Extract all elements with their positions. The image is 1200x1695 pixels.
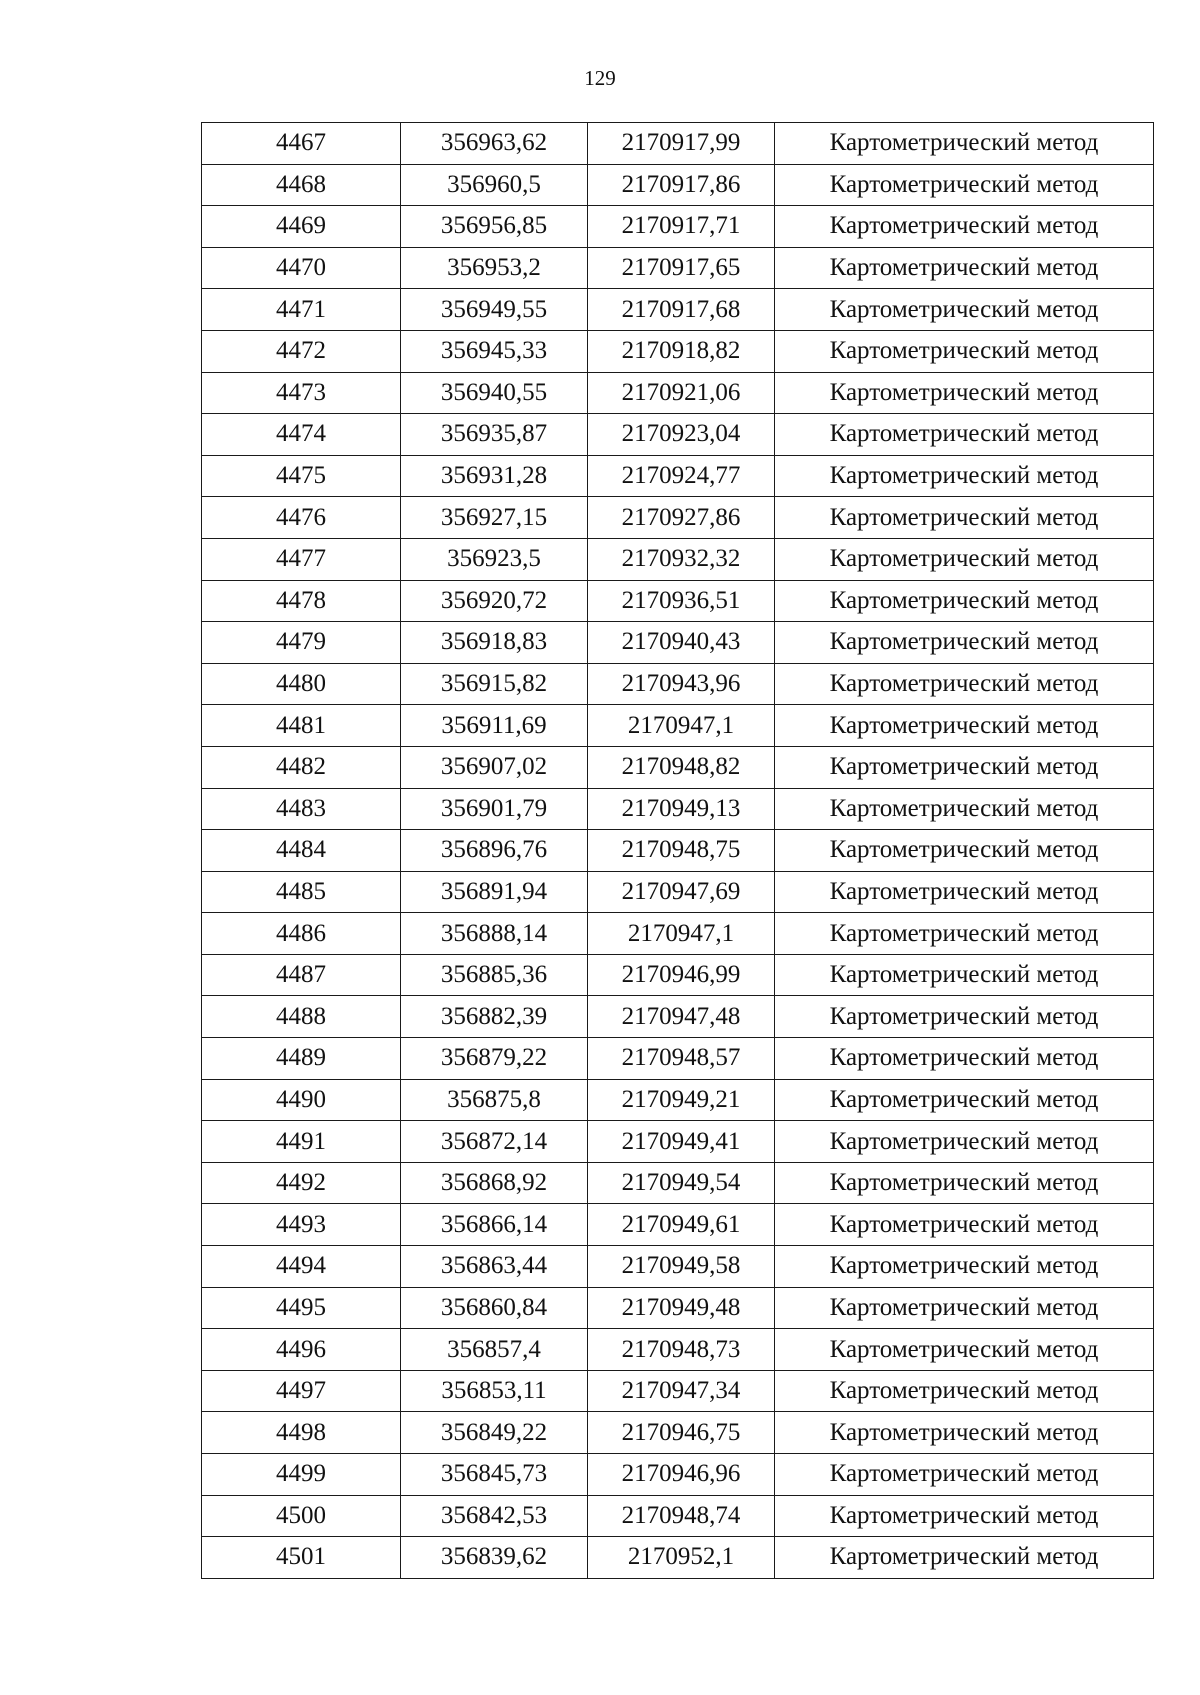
y-coordinate-cell: 2170952,1 [588, 1537, 775, 1579]
point-number-cell: 4480 [202, 663, 401, 705]
y-coordinate-cell: 2170947,1 [588, 913, 775, 955]
y-coordinate-cell: 2170947,48 [588, 996, 775, 1038]
x-coordinate-cell: 356953,2 [401, 247, 588, 289]
x-coordinate-cell: 356920,72 [401, 580, 588, 622]
table-row [202, 247, 1154, 289]
table-row [202, 663, 1154, 705]
point-number-cell: 4473 [202, 372, 401, 414]
table-row [202, 497, 1154, 539]
table-row [202, 913, 1154, 955]
method-cell: Картометрический метод [775, 1412, 1154, 1454]
table-row [202, 1287, 1154, 1329]
method-cell: Картометрический метод [775, 1370, 1154, 1412]
method-cell: Картометрический метод [775, 746, 1154, 788]
method-cell: Картометрический метод [775, 164, 1154, 206]
method-cell: Картометрический метод [775, 580, 1154, 622]
method-cell: Картометрический метод [775, 538, 1154, 580]
x-coordinate-cell: 356839,62 [401, 1537, 588, 1579]
point-number-cell: 4472 [202, 330, 401, 372]
method-cell: Картометрический метод [775, 372, 1154, 414]
x-coordinate-cell: 356849,22 [401, 1412, 588, 1454]
point-number-cell: 4499 [202, 1454, 401, 1496]
x-coordinate-cell: 356956,85 [401, 206, 588, 248]
method-cell: Картометрический метод [775, 663, 1154, 705]
point-number-cell: 4469 [202, 206, 401, 248]
x-coordinate-cell: 356960,5 [401, 164, 588, 206]
table-row [202, 289, 1154, 331]
x-coordinate-cell: 356853,11 [401, 1370, 588, 1412]
table-row [202, 705, 1154, 747]
x-coordinate-cell: 356935,87 [401, 414, 588, 456]
point-number-cell: 4479 [202, 622, 401, 664]
method-cell: Картометрический метод [775, 330, 1154, 372]
method-cell: Картометрический метод [775, 455, 1154, 497]
point-number-cell: 4481 [202, 705, 401, 747]
table-row [202, 206, 1154, 248]
y-coordinate-cell: 2170949,48 [588, 1287, 775, 1329]
y-coordinate-cell: 2170948,75 [588, 830, 775, 872]
method-cell: Картометрический метод [775, 1121, 1154, 1163]
point-number-cell: 4486 [202, 913, 401, 955]
method-cell: Картометрический метод [775, 414, 1154, 456]
y-coordinate-cell: 2170946,99 [588, 954, 775, 996]
x-coordinate-cell: 356923,5 [401, 538, 588, 580]
table-row [202, 1412, 1154, 1454]
y-coordinate-cell: 2170917,99 [588, 123, 775, 165]
method-cell: Картометрический метод [775, 1329, 1154, 1371]
x-coordinate-cell: 356845,73 [401, 1454, 588, 1496]
x-coordinate-cell: 356857,4 [401, 1329, 588, 1371]
table-row [202, 871, 1154, 913]
x-coordinate-cell: 356931,28 [401, 455, 588, 497]
page-number: 129 [584, 66, 616, 90]
point-number-cell: 4492 [202, 1162, 401, 1204]
point-number-cell: 4501 [202, 1537, 401, 1579]
x-coordinate-cell: 356866,14 [401, 1204, 588, 1246]
x-coordinate-cell: 356911,69 [401, 705, 588, 747]
y-coordinate-cell: 2170918,82 [588, 330, 775, 372]
table-row [202, 1121, 1154, 1163]
table-row [202, 1370, 1154, 1412]
x-coordinate-cell: 356875,8 [401, 1079, 588, 1121]
method-cell: Картометрический метод [775, 1079, 1154, 1121]
x-coordinate-cell: 356872,14 [401, 1121, 588, 1163]
point-number-cell: 4496 [202, 1329, 401, 1371]
x-coordinate-cell: 356927,15 [401, 497, 588, 539]
point-number-cell: 4477 [202, 538, 401, 580]
coordinates-table [201, 122, 1154, 1579]
y-coordinate-cell: 2170943,96 [588, 663, 775, 705]
x-coordinate-cell: 356896,76 [401, 830, 588, 872]
method-cell: Картометрический метод [775, 622, 1154, 664]
y-coordinate-cell: 2170949,21 [588, 1079, 775, 1121]
table-row [202, 746, 1154, 788]
method-cell: Картометрический метод [775, 1454, 1154, 1496]
table-row [202, 538, 1154, 580]
y-coordinate-cell: 2170932,32 [588, 538, 775, 580]
y-coordinate-cell: 2170949,58 [588, 1246, 775, 1288]
method-cell: Картометрический метод [775, 788, 1154, 830]
x-coordinate-cell: 356891,94 [401, 871, 588, 913]
y-coordinate-cell: 2170917,65 [588, 247, 775, 289]
y-coordinate-cell: 2170948,57 [588, 1038, 775, 1080]
method-cell: Картометрический метод [775, 206, 1154, 248]
table-row [202, 1079, 1154, 1121]
table-row [202, 580, 1154, 622]
table-row [202, 1329, 1154, 1371]
table-row [202, 1537, 1154, 1579]
table-row [202, 1038, 1154, 1080]
method-cell: Картометрический метод [775, 830, 1154, 872]
method-cell: Картометрический метод [775, 1204, 1154, 1246]
table-row [202, 1495, 1154, 1537]
table-row [202, 1204, 1154, 1246]
y-coordinate-cell: 2170946,96 [588, 1454, 775, 1496]
y-coordinate-cell: 2170921,06 [588, 372, 775, 414]
y-coordinate-cell: 2170948,74 [588, 1495, 775, 1537]
x-coordinate-cell: 356885,36 [401, 954, 588, 996]
point-number-cell: 4493 [202, 1204, 401, 1246]
x-coordinate-cell: 356863,44 [401, 1246, 588, 1288]
y-coordinate-cell: 2170948,82 [588, 746, 775, 788]
x-coordinate-cell: 356842,53 [401, 1495, 588, 1537]
y-coordinate-cell: 2170924,77 [588, 455, 775, 497]
point-number-cell: 4476 [202, 497, 401, 539]
x-coordinate-cell: 356868,92 [401, 1162, 588, 1204]
table-row [202, 996, 1154, 1038]
x-coordinate-cell: 356907,02 [401, 746, 588, 788]
point-number-cell: 4485 [202, 871, 401, 913]
point-number-cell: 4489 [202, 1038, 401, 1080]
y-coordinate-cell: 2170917,68 [588, 289, 775, 331]
method-cell: Картометрический метод [775, 1038, 1154, 1080]
y-coordinate-cell: 2170947,69 [588, 871, 775, 913]
y-coordinate-cell: 2170936,51 [588, 580, 775, 622]
y-coordinate-cell: 2170923,04 [588, 414, 775, 456]
point-number-cell: 4500 [202, 1495, 401, 1537]
method-cell: Картометрический метод [775, 1495, 1154, 1537]
y-coordinate-cell: 2170940,43 [588, 622, 775, 664]
y-coordinate-cell: 2170949,54 [588, 1162, 775, 1204]
table-row [202, 414, 1154, 456]
table-row [202, 1162, 1154, 1204]
method-cell: Картометрический метод [775, 954, 1154, 996]
point-number-cell: 4482 [202, 746, 401, 788]
x-coordinate-cell: 356879,22 [401, 1038, 588, 1080]
point-number-cell: 4468 [202, 164, 401, 206]
x-coordinate-cell: 356949,55 [401, 289, 588, 331]
table-row [202, 1454, 1154, 1496]
point-number-cell: 4494 [202, 1246, 401, 1288]
y-coordinate-cell: 2170917,71 [588, 206, 775, 248]
y-coordinate-cell: 2170917,86 [588, 164, 775, 206]
method-cell: Картометрический метод [775, 247, 1154, 289]
point-number-cell: 4487 [202, 954, 401, 996]
point-number-cell: 4484 [202, 830, 401, 872]
point-number-cell: 4491 [202, 1121, 401, 1163]
point-number-cell: 4470 [202, 247, 401, 289]
y-coordinate-cell: 2170946,75 [588, 1412, 775, 1454]
coordinates-table-body [202, 123, 1154, 1579]
y-coordinate-cell: 2170948,73 [588, 1329, 775, 1371]
point-number-cell: 4495 [202, 1287, 401, 1329]
table-row [202, 164, 1154, 206]
x-coordinate-cell: 356918,83 [401, 622, 588, 664]
table-row [202, 622, 1154, 664]
point-number-cell: 4478 [202, 580, 401, 622]
table-row [202, 954, 1154, 996]
point-number-cell: 4488 [202, 996, 401, 1038]
method-cell: Картометрический метод [775, 871, 1154, 913]
table-row [202, 455, 1154, 497]
y-coordinate-cell: 2170927,86 [588, 497, 775, 539]
method-cell: Картометрический метод [775, 1537, 1154, 1579]
y-coordinate-cell: 2170947,34 [588, 1370, 775, 1412]
table-row [202, 372, 1154, 414]
method-cell: Картометрический метод [775, 996, 1154, 1038]
x-coordinate-cell: 356940,55 [401, 372, 588, 414]
method-cell: Картометрический метод [775, 1162, 1154, 1204]
x-coordinate-cell: 356915,82 [401, 663, 588, 705]
method-cell: Картометрический метод [775, 123, 1154, 165]
table-row [202, 123, 1154, 165]
y-coordinate-cell: 2170947,1 [588, 705, 775, 747]
method-cell: Картометрический метод [775, 1287, 1154, 1329]
x-coordinate-cell: 356882,39 [401, 996, 588, 1038]
method-cell: Картометрический метод [775, 1246, 1154, 1288]
y-coordinate-cell: 2170949,41 [588, 1121, 775, 1163]
point-number-cell: 4474 [202, 414, 401, 456]
method-cell: Картометрический метод [775, 913, 1154, 955]
point-number-cell: 4467 [202, 123, 401, 165]
table-row [202, 1246, 1154, 1288]
x-coordinate-cell: 356963,62 [401, 123, 588, 165]
point-number-cell: 4475 [202, 455, 401, 497]
y-coordinate-cell: 2170949,61 [588, 1204, 775, 1246]
table-row [202, 830, 1154, 872]
x-coordinate-cell: 356945,33 [401, 330, 588, 372]
method-cell: Картометрический метод [775, 705, 1154, 747]
table-row [202, 788, 1154, 830]
method-cell: Картометрический метод [775, 289, 1154, 331]
point-number-cell: 4497 [202, 1370, 401, 1412]
table-row [202, 330, 1154, 372]
x-coordinate-cell: 356860,84 [401, 1287, 588, 1329]
point-number-cell: 4490 [202, 1079, 401, 1121]
point-number-cell: 4498 [202, 1412, 401, 1454]
method-cell: Картометрический метод [775, 497, 1154, 539]
x-coordinate-cell: 356888,14 [401, 913, 588, 955]
point-number-cell: 4483 [202, 788, 401, 830]
point-number-cell: 4471 [202, 289, 401, 331]
x-coordinate-cell: 356901,79 [401, 788, 588, 830]
y-coordinate-cell: 2170949,13 [588, 788, 775, 830]
